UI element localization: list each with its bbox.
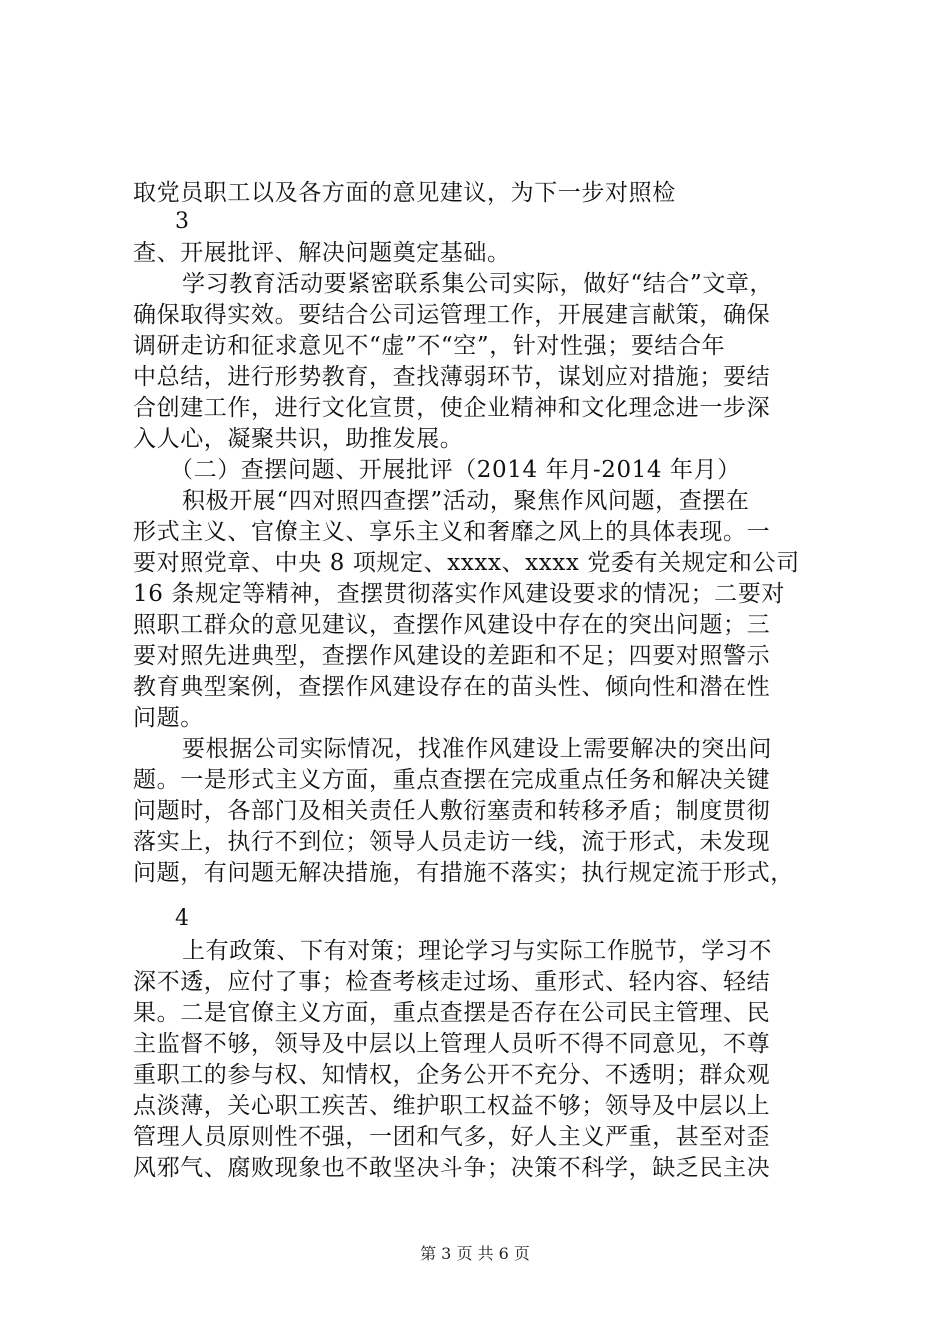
paragraph-line: 查、开展批评、解决问题奠定基础。 xyxy=(133,240,511,266)
paragraph-line: 点淡薄，关心职工疾苦、维护职工权益不够；领导及中层以上 xyxy=(133,1093,771,1119)
paragraph-line: 确保取得实效。要结合公司运管理工作，开展建言献策，确保 xyxy=(133,302,771,328)
paragraph-line: 入人心，凝聚共识，助推发展。 xyxy=(133,426,464,452)
paragraph-line: 中总结，进行形势教育，查找薄弱环节，谋划应对措施；要结 xyxy=(133,364,771,390)
paragraph-line: 问题时，各部门及相关责任人敷衍塞责和转移矛盾；制度贯彻 xyxy=(133,798,771,824)
paragraph-line: 题。一是形式主义方面，重点查摆在完成重点任务和解决关键 xyxy=(133,767,771,793)
paragraph-line: 问题。 xyxy=(133,705,204,731)
paragraph-line: 教育典型案例，查摆作风建设存在的苗头性、倾向性和潜在性 xyxy=(133,674,771,700)
paragraph-line: 形式主义、官僚主义、享乐主义和奢靡之风上的具体表现。一 xyxy=(133,519,771,545)
paragraph-line: 重职工的参与权、知情权，企务公开不充分、不透明；群众观 xyxy=(133,1062,771,1088)
paragraph-line: 深不透，应付了事；检查考核走过场、重形式、轻内容、轻结 xyxy=(133,969,771,995)
page-footer: 第 3 页 共 6 页 xyxy=(420,1244,530,1263)
paragraph-line: 合创建工作，进行文化宣贯，使企业精神和文化理念进一步深 xyxy=(133,395,771,421)
page-number-marker: 4 xyxy=(175,906,189,931)
paragraph-line: 管理人员原则性不强，一团和气多，好人主义严重，甚至对歪 xyxy=(133,1124,771,1150)
paragraph-line: 调研走访和征求意见不“虚”不“空”，针对性强；要结合年 xyxy=(133,333,726,359)
paragraph-line: 要对照党章、中央 8 项规定、xxxx、xxxx 党委有关规定和公司 xyxy=(133,550,800,576)
paragraph-line: 主监督不够，领导及中层以上管理人员听不得不同意见，不尊 xyxy=(133,1031,771,1057)
paragraph-line: 积极开展“四对照四查摆”活动，聚焦作风问题，查摆在 xyxy=(182,488,750,514)
paragraph-line: 要对照先进典型，查摆作风建设的差距和不足；四要对照警示 xyxy=(133,643,771,669)
paragraph-line: 学习教育活动要紧密联系集公司实际，做好“结合”文章， xyxy=(182,271,774,297)
paragraph-line: 16 条规定等精神，查摆贯彻落实作风建设要求的情况；二要对 xyxy=(133,581,785,607)
section-heading: （二）查摆问题、开展批评（2014 年月-2014 年月） xyxy=(170,457,741,483)
paragraph-line: 落实上，执行不到位；领导人员走访一线，流于形式，未发现 xyxy=(133,829,771,855)
paragraph-line: 问题，有问题无解决措施，有措施不落实；执行规定流于形式， xyxy=(133,860,794,886)
page-number-marker: 3 xyxy=(175,209,189,234)
paragraph-line: 要根据公司实际情况，找准作风建设上需要解决的突出问 xyxy=(182,736,772,762)
paragraph-line: 取党员职工以及各方面的意见建议，为下一步对照检 xyxy=(133,180,676,206)
paragraph-line: 果。二是官僚主义方面，重点查摆是否存在公司民主管理、民 xyxy=(133,1000,771,1026)
paragraph-line: 风邪气、腐败现象也不敢坚决斗争；决策不科学，缺乏民主决 xyxy=(133,1155,771,1181)
paragraph-line: 照职工群众的意见建议，查摆作风建设中存在的突出问题；三 xyxy=(133,612,771,638)
paragraph-line: 上有政策、下有对策；理论学习与实际工作脱节，学习不 xyxy=(182,938,772,964)
